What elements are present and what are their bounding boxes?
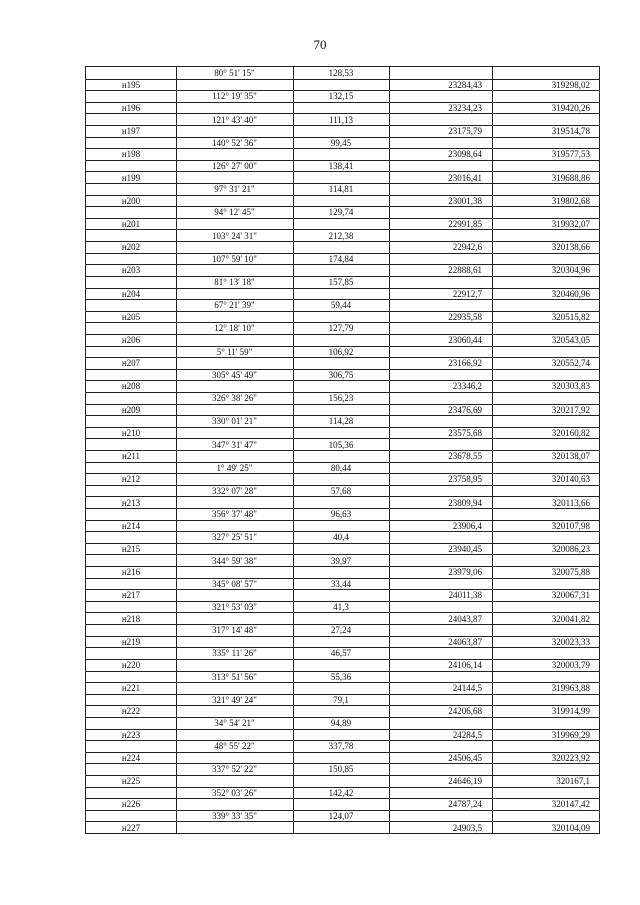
point-id-cell: н199 [121, 172, 141, 183]
coordinate-y-cell: 320067,31 [551, 590, 590, 601]
coordinate-x-cell: 24646,19 [448, 776, 482, 787]
coordinate-y-cell: 319298,02 [551, 79, 590, 90]
coordinate-x-cell: 23098,64 [448, 149, 482, 160]
segment-length-cell: 138,41 [328, 160, 354, 171]
direction-angle-cell: 356° 37' 48" [212, 509, 257, 520]
coordinate-x-cell: 22942,6 [452, 242, 482, 253]
coordinate-x-cell: 24043,87 [448, 613, 482, 624]
point-id-cell: н213 [121, 497, 141, 508]
coordinate-x-cell: 24903,5 [452, 822, 482, 833]
coordinate-y-cell: 320543,05 [551, 335, 590, 346]
point-id-cell: н226 [121, 799, 141, 810]
segment-length-cell: 114,81 [328, 184, 354, 195]
point-id-cell: н202 [121, 242, 141, 253]
coordinate-x-cell: 22912,7 [452, 288, 482, 299]
segment-length-cell: 129,74 [328, 207, 354, 218]
direction-angle-cell: 48° 55' 22" [214, 741, 255, 752]
segment-length-cell: 40,4 [333, 532, 349, 543]
coordinate-y-cell: 320160,82 [551, 427, 590, 438]
coordinate-x-cell: 23346,2 [452, 381, 482, 392]
coordinate-x-cell: 23175,79 [448, 126, 482, 137]
coordinate-x-cell: 24506,45 [448, 752, 482, 763]
page-number: 70 [313, 37, 327, 52]
direction-angle-cell: 94° 12' 45" [214, 207, 255, 218]
survey-coordinates-table [85, 66, 600, 834]
point-id-cell: н195 [121, 79, 141, 90]
coordinate-y-cell: 319420,26 [551, 102, 590, 113]
direction-angle-cell: 339° 33' 35" [212, 810, 257, 821]
point-id-cell: н227 [121, 822, 141, 833]
point-id-cell: н212 [121, 474, 141, 485]
point-id-cell: н222 [121, 706, 141, 717]
direction-angle-cell: 313° 51' 56" [212, 671, 257, 682]
point-id-cell: н201 [121, 218, 141, 229]
segment-length-cell: 33,44 [330, 578, 352, 589]
point-id-cell: н214 [121, 520, 141, 531]
segment-length-cell: 124,07 [328, 810, 354, 821]
point-id-cell: н211 [122, 451, 140, 462]
segment-length-cell: 142,42 [328, 787, 354, 798]
direction-angle-cell: 352° 03' 26" [212, 787, 257, 798]
segment-length-cell: 99,45 [330, 137, 352, 148]
coordinate-x-cell: 23906,4 [452, 520, 482, 531]
coordinate-x-cell: 24063,87 [448, 636, 482, 647]
segment-length-cell: 128,53 [328, 68, 354, 79]
segment-length-cell: 306,75 [328, 369, 354, 380]
coordinate-y-cell: 320460,96 [551, 288, 590, 299]
coordinate-x-cell: 23016,41 [448, 172, 482, 183]
coordinate-y-cell: 320147,42 [551, 799, 590, 810]
direction-angle-cell: 330° 01' 21" [212, 416, 257, 427]
coordinate-y-cell: 320023,33 [551, 636, 590, 647]
direction-angle-cell: 126° 27' 00" [212, 160, 257, 171]
direction-angle-cell: 344° 59' 38" [212, 555, 257, 566]
point-id-cell: н204 [121, 288, 141, 299]
direction-angle-cell: 321° 53' 03" [212, 601, 257, 612]
direction-angle-cell: 140° 52' 36" [212, 137, 257, 148]
coordinate-x-cell: 23284,43 [448, 79, 482, 90]
coordinate-y-cell: 320304,96 [551, 265, 590, 276]
point-id-cell: н216 [121, 567, 141, 578]
coordinate-y-cell: 320552,74 [551, 358, 590, 369]
point-id-cell: н197 [121, 126, 141, 137]
point-id-cell: н221 [121, 683, 141, 694]
segment-length-cell: 80,44 [330, 462, 352, 473]
segment-length-cell: 212,38 [328, 230, 354, 241]
segment-length-cell: 111,13 [328, 114, 354, 125]
point-id-cell: н208 [121, 381, 141, 392]
coordinate-y-cell: 319969,29 [551, 729, 590, 740]
segment-length-cell: 156,23 [328, 393, 354, 404]
coordinate-x-cell: 22991,85 [448, 218, 482, 229]
segment-length-cell: 337,78 [328, 741, 354, 752]
coordinate-y-cell: 319914,99 [551, 706, 590, 717]
coordinate-x-cell: 24106,14 [448, 660, 482, 670]
coordinate-x-cell: 23758,95 [448, 474, 482, 485]
coordinate-y-cell: 320138,07 [551, 451, 590, 462]
direction-angle-cell: 97° 31' 21" [214, 184, 255, 195]
segment-length-cell: 150,85 [328, 764, 354, 775]
segment-length-cell: 96,63 [330, 509, 352, 520]
point-id-cell: н198 [121, 149, 141, 160]
direction-angle-cell: 347° 31' 47" [212, 439, 257, 450]
coordinate-y-cell: 320167,1 [556, 776, 590, 787]
coordinate-x-cell: 23678,55 [448, 451, 482, 462]
direction-angle-cell: 34° 54' 21" [214, 718, 255, 729]
segment-length-cell: 59,44 [330, 300, 352, 311]
coordinate-x-cell: 23476,69 [448, 404, 482, 415]
coordinate-y-cell: 319932,07 [551, 218, 590, 229]
point-id-cell: н225 [121, 776, 141, 787]
segment-length-cell: 174,84 [328, 253, 354, 264]
direction-angle-cell: 12° 18' 10" [214, 323, 255, 334]
coordinate-y-cell: 319963,88 [551, 683, 590, 694]
point-id-cell: н217 [121, 590, 141, 601]
coordinate-x-cell: 23979,06 [448, 567, 482, 578]
direction-angle-cell: 5° 11' 59" [216, 346, 253, 357]
segment-length-cell: 132,15 [328, 91, 354, 102]
coordinate-x-cell: 23060,44 [448, 335, 482, 346]
point-id-cell: н223 [121, 729, 141, 740]
point-id-cell: н218 [121, 613, 141, 624]
direction-angle-cell: 81° 13' 18" [214, 277, 255, 287]
coordinate-y-cell: 319802,68 [551, 195, 590, 206]
coordinate-y-cell: 320303,83 [551, 381, 590, 392]
coordinate-y-cell: 320075,88 [551, 567, 590, 578]
coordinate-y-cell: 319688,86 [551, 172, 590, 183]
point-id-cell: н219 [121, 636, 141, 647]
segment-length-cell: 105,36 [328, 439, 354, 450]
coordinate-y-cell: 320223,92 [551, 752, 590, 763]
segment-length-cell: 114,28 [328, 416, 354, 427]
point-id-cell: н215 [121, 543, 141, 554]
coordinate-y-cell: 320515,82 [551, 311, 590, 322]
coordinate-x-cell: 23809,94 [448, 497, 482, 508]
coordinate-y-cell: 320086,23 [551, 543, 590, 554]
coordinate-x-cell: 24787,24 [448, 799, 482, 810]
point-id-cell: н203 [121, 265, 141, 276]
coordinate-x-cell: 24011,38 [448, 590, 482, 601]
point-id-cell: н205 [121, 311, 141, 322]
coordinate-x-cell: 24206,68 [448, 706, 482, 717]
direction-angle-cell: 321° 49' 24" [212, 694, 257, 705]
segment-length-cell: 39,97 [330, 555, 352, 566]
segment-length-cell: 46,57 [330, 648, 352, 659]
segment-length-cell: 55,36 [330, 671, 352, 682]
direction-angle-cell: 317° 14' 48" [212, 625, 257, 636]
coordinate-y-cell: 320140,63 [551, 474, 590, 485]
direction-angle-cell: 305° 45' 49" [212, 369, 257, 380]
segment-length-cell: 79,1 [333, 694, 349, 705]
direction-angle-cell: 103° 24' 31" [212, 230, 257, 241]
segment-length-cell: 94,89 [330, 718, 352, 729]
coordinate-x-cell: 24144,5 [452, 683, 482, 694]
coordinate-y-cell: 320107,98 [551, 520, 590, 531]
coordinate-x-cell: 23001,38 [448, 195, 482, 206]
point-id-cell: н220 [121, 660, 141, 670]
point-id-cell: н209 [121, 404, 141, 415]
point-id-cell: н196 [121, 102, 141, 113]
coordinate-x-cell: 22888,61 [448, 265, 482, 276]
direction-angle-cell: 337° 52' 22" [212, 764, 257, 775]
coordinate-y-cell: 320138,66 [551, 242, 590, 253]
direction-angle-cell: 80° 51' 15" [214, 68, 255, 79]
direction-angle-cell: 345° 08' 57" [212, 578, 257, 589]
coordinate-x-cell: 23234,23 [448, 102, 482, 113]
direction-angle-cell: 332° 07' 28" [212, 485, 257, 496]
point-id-cell: н206 [121, 335, 141, 346]
segment-length-cell: 27,24 [330, 625, 352, 636]
direction-angle-cell: 326° 38' 26" [212, 393, 257, 404]
coordinate-y-cell: 319514,78 [551, 126, 590, 137]
direction-angle-cell: 121° 43' 40" [212, 114, 257, 125]
segment-length-cell: 127,79 [328, 323, 354, 334]
coordinate-x-cell: 24284,5 [452, 729, 482, 740]
point-id-cell: н224 [121, 752, 141, 763]
point-id-cell: н210 [121, 427, 141, 438]
direction-angle-cell: 112° 19' 35" [212, 91, 257, 102]
coordinate-y-cell: 320113,66 [552, 497, 590, 508]
segment-length-cell: 57,68 [330, 485, 352, 496]
direction-angle-cell: 335° 11' 26" [212, 648, 257, 659]
coordinate-y-cell: 320217,92 [551, 404, 590, 415]
coordinate-x-cell: 23940,45 [448, 543, 482, 554]
coordinate-y-cell: 319577,53 [551, 149, 590, 160]
coordinate-y-cell: 320041,82 [551, 613, 590, 624]
direction-angle-cell: 1° 49' 25" [216, 462, 253, 473]
coordinate-y-cell: 320003,79 [551, 660, 590, 670]
direction-angle-cell: 327° 25' 51" [212, 532, 257, 543]
coordinate-x-cell: 23575,68 [448, 427, 482, 438]
coordinate-y-cell: 320104,09 [551, 822, 590, 833]
coordinate-x-cell: 23166,92 [448, 358, 482, 369]
segment-length-cell: 41,3 [333, 601, 349, 612]
segment-length-cell: 106,92 [328, 346, 354, 357]
direction-angle-cell: 67° 21' 39" [214, 300, 255, 311]
point-id-cell: н207 [121, 358, 141, 369]
segment-length-cell: 157,85 [328, 277, 354, 287]
point-id-cell: н200 [121, 195, 141, 206]
coordinate-x-cell: 22935,58 [448, 311, 482, 322]
direction-angle-cell: 107° 59' 10" [212, 253, 257, 264]
